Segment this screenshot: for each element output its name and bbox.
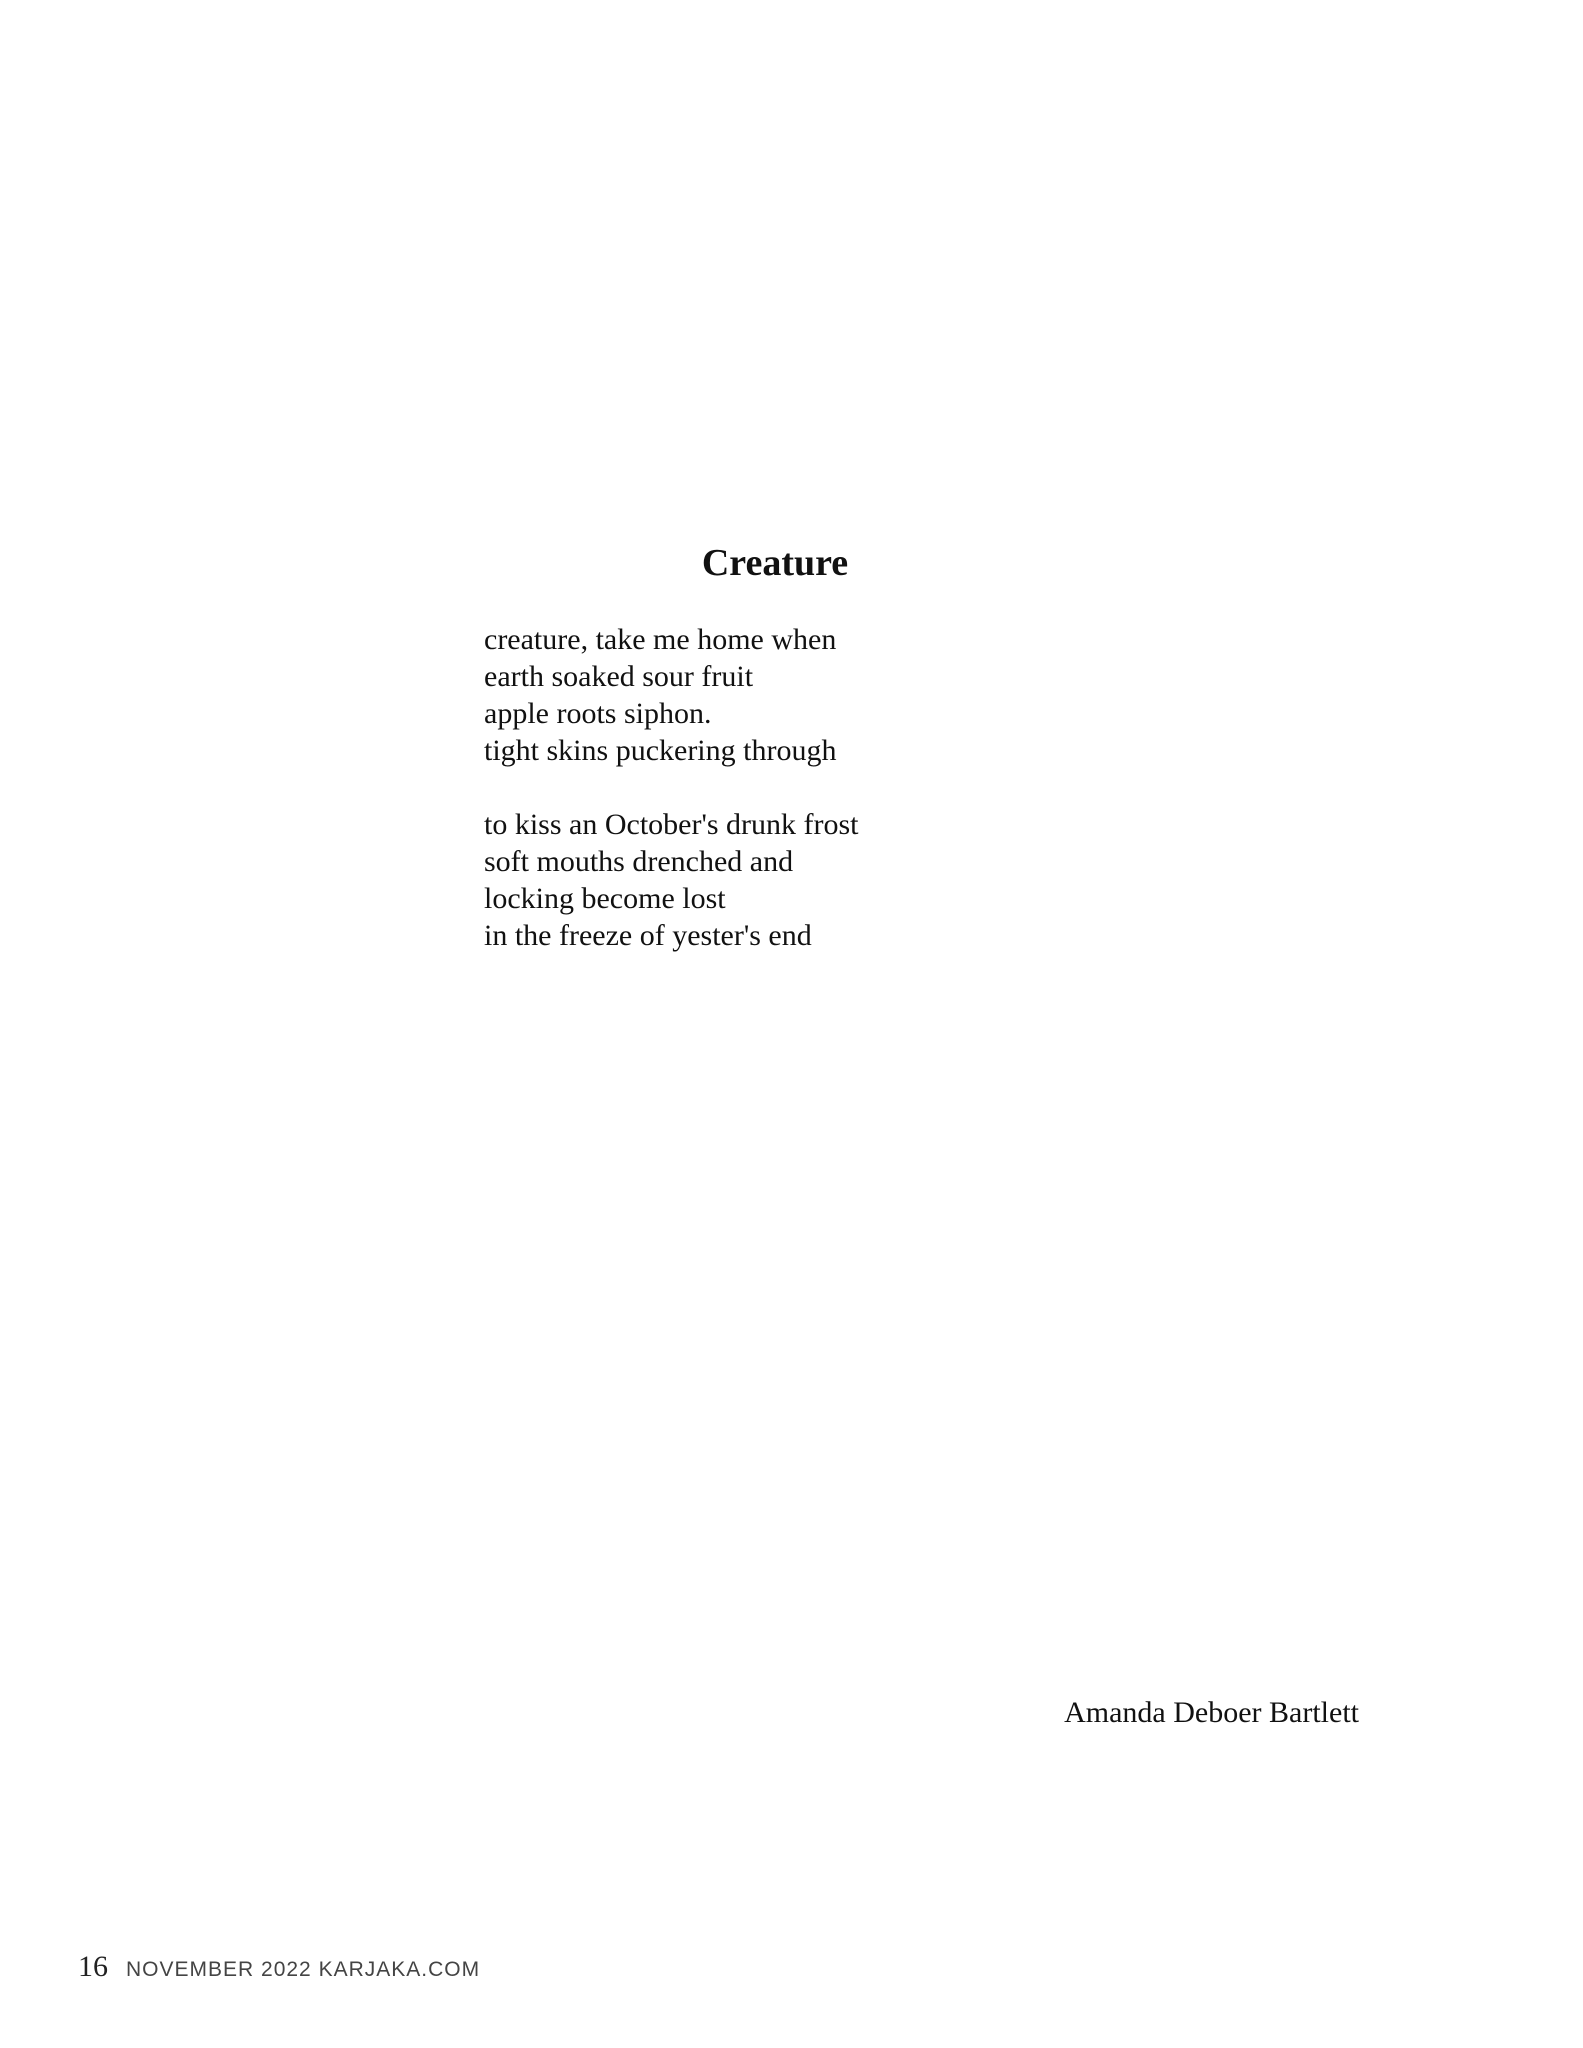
poem-line: tight skins puckering through [484,734,837,767]
page-number: 16 [78,1950,108,1983]
poem-line: creature, take me home when [484,623,837,656]
stanza-1 [484,621,1184,769]
poem-line: apple roots siphon. [484,697,712,730]
poem-line: to kiss an October's drunk frost [484,808,859,841]
poem-title: Creature [701,542,849,584]
poem-body [484,621,1184,991]
page-footer [78,1950,480,1990]
poem-author: Amanda Deboer Bartlett [1064,1696,1359,1729]
poem-line: earth soaked sour fruit [484,660,754,693]
footer-issue-site: NOVEMBER 2022 KARJAKA.COM [126,1958,481,1981]
poem-line: soft mouths drenched and [484,845,794,878]
stanza-2 [484,806,1184,954]
poem-line: in the freeze of yester's end [484,919,812,952]
poem-line: locking become lost [484,882,726,915]
